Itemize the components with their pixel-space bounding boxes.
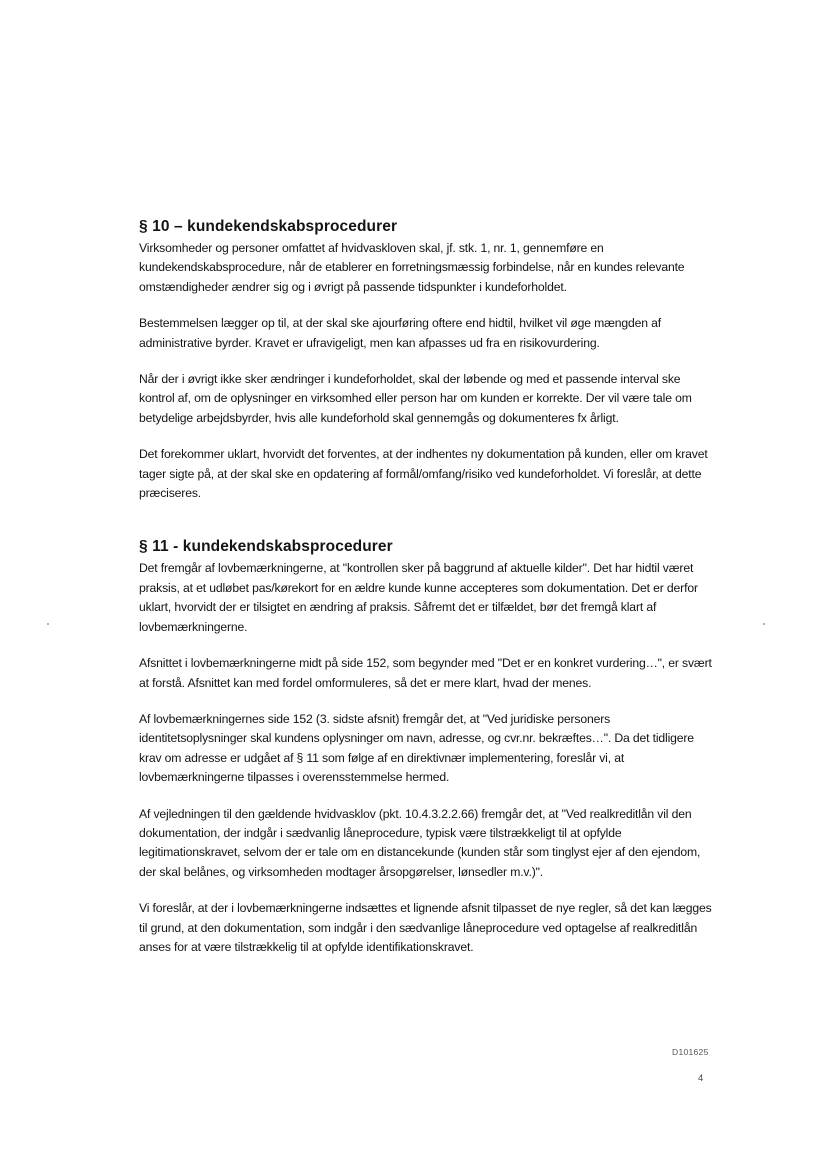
- page-content: [139, 217, 714, 974]
- section-10: [139, 217, 714, 503]
- paragraph: Afsnittet i lovbemærkningerne midt på side 152, som begynder med "Det er en konkret vurdering…", er svært at forstå. Afsnittet kan med fordel omformuleres, så det er mere klart, hvad der menes.: [139, 656, 712, 690]
- paragraph: Bestemmelsen lægger op til, at der skal ske ajourføring oftere end hidtil, hvilket vil øge mængden af administrative byrder. Kravet er ufravigeligt, men kan afpasses ud fra en risikovurdering.: [139, 316, 662, 350]
- section-11: [139, 537, 714, 957]
- paragraph: Det fremgår af lovbemærkningerne, at "kontrollen sker på baggrund af aktuelle kilder". Det har hidtil været praksis, at et udløbet pas/kørekort for en ældre kunde kunne accepteres som dokumentation. Det er derfor uklart, hvorvidt der er tilsigtet en ændring af praksis. Såfremt det er tilfældet, bør det fremgå klart af lovbemærkningerne.: [139, 561, 698, 634]
- paragraph: Vi foreslår, at der i lovbemærkningerne indsættes et lignende afsnit tilpasset de nye regler, så det kan lægges til grund, at den dokumentation, som indgår i den sædvanlige låneprocedure ved optagelse af realkreditlån anses for at være tilstrækkelig til at opfylde identifikationskravet.: [139, 901, 712, 954]
- section-heading: § 11 - kundekendskabsprocedurer: [139, 538, 393, 556]
- page-number: 4: [698, 1073, 704, 1084]
- paragraph: Det forekommer uklart, hvorvidt det forventes, at der indhentes ny dokumentation på kunden, eller om kravet tager sigte på, at der skal ske en opdatering af formål/omfang/risiko ved kundeforholdet. Vi foreslår, at dette præciseres.: [139, 447, 708, 501]
- paragraph: Af vejledningen til den gældende hvidvasklov (pkt. 10.4.3.2.2.66) fremgår det, at "Ved realkreditlån vil den dokumentation, der indgår i sædvanlig låneprocedure, typisk være tilstrækkeligt til at opfylde legitimationskravet, selvom der er tale om en distancekunde (kunden står som tinglyst ejer af den ejendom, der skal belånes, og virksomheden modtager årsopgørelser, lønsedler m.v.)".: [139, 806, 701, 879]
- document-id: D101625: [672, 1047, 709, 1057]
- section-heading: § 10 – kundekendskabsprocedurer: [139, 218, 398, 235]
- scan-speck: [763, 623, 765, 625]
- scan-speck: [47, 623, 49, 625]
- paragraph: Når der i øvrigt ikke sker ændringer i kundeforholdet, skal der løbende og med et passende interval ske kontrol af, om de oplysninger en virksomhed eller person har om kunden er korrekte. Der vil være tale om betydelige arbejdsbyrder, hvis alle kundeforhold skal gennemgås og dokumenteres fx årligt.: [139, 372, 692, 425]
- paragraph: Virksomheder og personer omfattet af hvidvaskloven skal, jf. stk. 1, nr. 1, gennemføre en kundekendskabsprocedure, når de etablerer en forretningsmæssig forbindelse, når en kundes relevante omstændigheder ændrer sig og i øvrigt på passende tidspunkter i kundeforholdet.: [139, 241, 685, 294]
- paragraph: Af lovbemærkningernes side 152 (3. sidste afsnit) fremgår det, at "Ved juridiske personers identitetsoplysninger skal kundens oplysninger om navn, adresse, og cvr.nr. bekræftes…". Da det tidligere krav om adresse er udgået af § 11 som følge af en direktivnær implementering, foreslår vi, at lovbemærkningerne tilpasses i overensstemmelse hermed.: [139, 711, 694, 785]
